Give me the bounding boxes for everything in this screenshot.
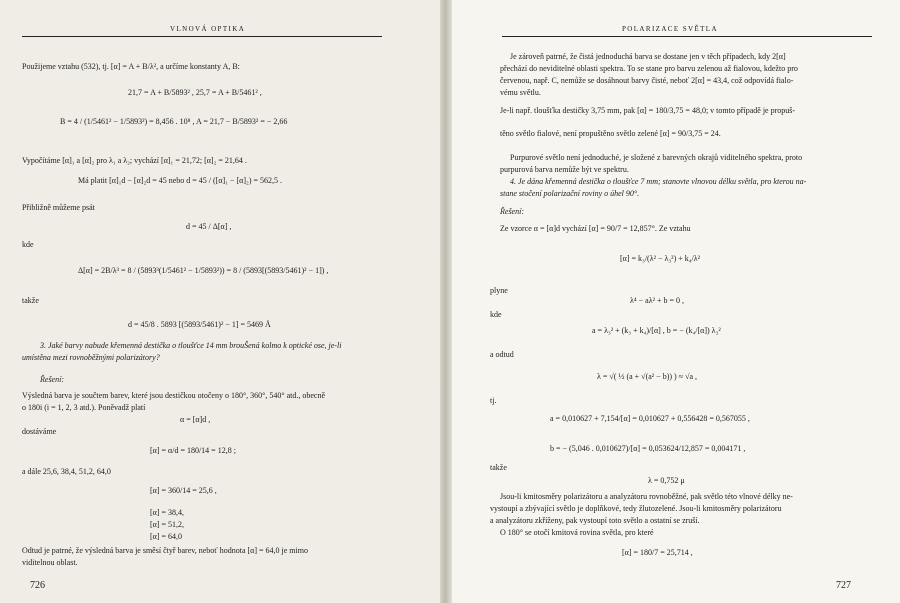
text-line: Přibližně můžeme psát [22,203,95,212]
equation: Má platit [α]₁d − [α]₂d = 45 nebo d = 45 / ([α]₁ − [α]₂) = 562,5 . [78,176,282,185]
text-line: Je zároveň patrné, že čistá jednoduchá barva se dostane jen v těch případech, kdy 2[α] [510,52,786,61]
equation: [α] = k₃/(λ² − λ₃²) + k₄/λ² [620,254,701,263]
text-line: a dále 25,6, 38,4, 51,2, 64,0 [22,467,111,476]
equation: [α] = 64,0 [150,532,183,541]
text-line: takže [490,463,507,472]
problem-heading: umístěna mezi rovnoběžnými polarizátory? [22,353,160,362]
text-line: červenou, např. C, nemůže se dosáhnout barvy čisté, neboť 2[α] = 43,4, což odpovídá fialo- [500,76,794,85]
equation: [α] = α/d = 180/14 = 12,8 ; [150,446,236,455]
text-line: Jsou-li kmitosměry polarizátoru a analyzátoru rovnoběžné, pak světlo této vlnové délky ne- [500,492,793,501]
solution-label: Řešení: [40,375,64,384]
text-line: dostáváme [22,427,57,436]
text-line: Ze vzorce α = [α]d vychází [α] = 90/7 = 12,857°. Ze vztahu [500,224,691,233]
text-line: Je-li např. tloušťka destičky 3,75 mm, pak [α] = 180/3,75 = 48,0; v tomto případě je propuš- [500,106,796,115]
text-line: O 180° se otočí kmitová rovina světla, pro které [500,528,654,537]
equation: Δ[α] = 2B/λ³ = 8 / (5893³(1/5461² − 1/5893²)) = 8 / (5893[(5893/5461)² − 1]) , [78,266,329,275]
text-line: a odtud [490,350,514,359]
equation: b = − (5,046 . 0,010627)/[α] = 0,053624/12,857 = 0,004171 , [550,444,746,453]
running-head-left: VLNOVÁ OPTIKA [170,25,246,33]
text-line: Vypočítáme [α]₁ a [α]₂ pro λ₁ a λ₂; vychází [α]₁ = 21,72; [α]₂ = 21,64 . [22,156,247,165]
equation: [α] = 51,2, [150,520,185,529]
running-head-right: POLARIZACE SVĚTLA [622,25,718,33]
problem-heading: 4. Je dána křemenná destička o tloušťce 7 mm; stanovte vlnovou délku světla, pro kterou na- [510,177,807,186]
equation: B = 4 / (1/5461² − 1/5893²) = 8,456 . 10⁸ , A = 21,7 − B/5893² = − 2,66 [60,117,288,126]
text-line: přechází do neviditelné oblasti spektra. To se stane pro barvu zelenou až fialovou, kdežto pro [500,64,798,73]
text-line: těno světlo fialové, není propuštěno světlo zelené [α] = 90/3,75 = 24. [500,129,721,138]
left-page [0,0,440,603]
problem-heading: stane stočení polarizační roviny o úhel 90°. [500,189,640,198]
equation: [α] = 360/14 = 25,6 , [150,486,217,495]
text-line: tj. [490,396,497,405]
problem-heading: 3. Jaké barvy nabude křemenná destička o tloušťce 14 mm brouŠená kolmo k optické ose, je-li [40,341,342,350]
text-line: kde [490,310,502,319]
text-line: a analyzátoru zkříženy, pak vystoupí toto světlo a ostatní se zruší. [490,516,700,525]
equation: α = [α]d , [180,415,211,424]
text-line: Výsledná barva je součtem barev, které jsou destičkou otočeny o 180°, 360°, 540° atd., obecně [22,391,325,400]
equation: d = 45 / Δ[α] , [186,222,232,231]
text-line: kde [22,240,34,249]
solution-label: Řešení: [500,207,524,216]
equation: [α] = 180/7 = 25,714 , [622,548,693,557]
head-rule-left [22,36,382,37]
book-gutter [440,0,452,603]
text-line: vystoupí a zbývající světlo je doplňkové, tedy žlutozelené. Jsou-li kmitosměry polarizátoru [490,504,782,513]
equation: λ⁴ − aλ² + b = 0 , [630,296,685,305]
head-rule-right [502,36,872,37]
text-line: viditelnou oblast. [22,558,78,567]
text-line: purpurová barva nemůže být ve spektru. [500,165,629,174]
text-line: plyne [490,286,508,295]
page-number-left: 726 [30,580,45,591]
text-line: Odtud je patrné, že výsledná barva je směsí čtyř barev, neboť hodnota [α] = 64,0 je mimo [22,546,308,555]
text-line: o 180i (i = 1, 2, 3 atd.). Poněvadž platí [22,403,146,412]
page-number-right: 727 [836,580,851,591]
equation: d = 45/8 . 5893 [(5893/5461)² − 1] = 5469 Å [128,320,271,329]
equation: a = λ₃² + (k₃ + k₄)/[α] , b = − (k₄/[α]) λ₃² [592,326,721,335]
text-line: Purpurové světlo není jednoduché, je složené z barevných okrajů viditelného spektra, proto [510,153,803,162]
equation: λ = √( ½ (a + √(a² − b)) ) ≈ √a , [597,372,698,381]
text-line: vému světlu. [500,88,541,97]
text-line: takže [22,296,39,305]
right-page [452,0,900,603]
equation: [α] = 38,4, [150,508,185,517]
text-line: Použijeme vztahu (532), tj. [α] = A + B/λ², a určíme konstanty A, B: [22,62,240,71]
equation: 21,7 = A + B/5893² , 25,7 = A + B/5461² , [128,88,262,97]
equation: λ = 0,752 μ [648,476,685,485]
equation: a = 0,010627 + 7,154/[α] = 0,010627 + 0,556428 = 0,567055 , [550,414,750,423]
